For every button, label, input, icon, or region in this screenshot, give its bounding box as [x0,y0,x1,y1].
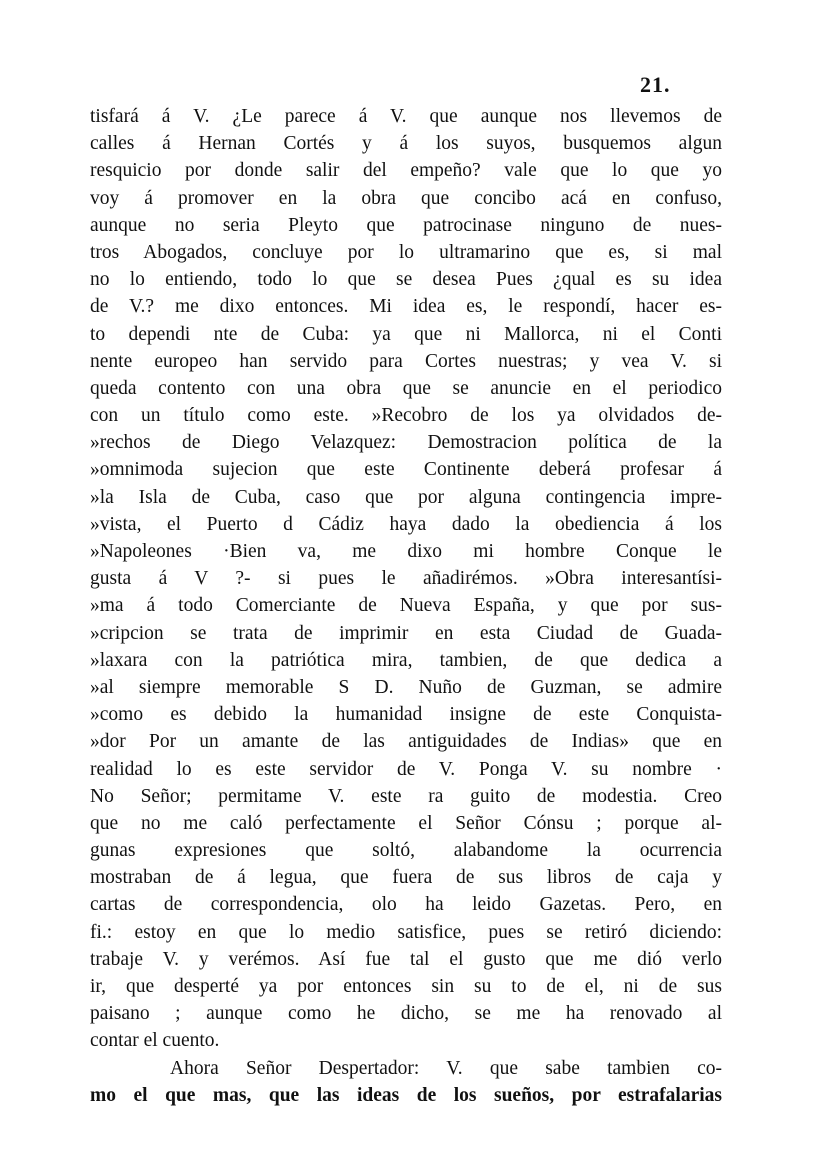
text-line: fi.: estoy en que lo medio satisfice, pues se retiró diciendo: [90,921,722,943]
text-line: con un título como este. »Recobro de los ya olvidados de- [90,405,722,427]
text-line: realidad lo es este servidor de V. Ponga V. su nombre · [90,758,722,780]
paragraph-end-line: contar el cuento. [90,1030,220,1052]
text-line: No Señor; permitame V. este ra guito de modestia. Creo [90,785,722,807]
page-number: 21. [640,72,671,97]
text-line: »dor Por un amante de las antiguidades de Indias» que en [90,731,722,753]
text-line: »rechos de Diego Velazquez: Demostracion política de la [90,432,722,454]
text-line: gusta á V ?- si pues le añadirémos. »Obra interesantísi- [90,568,722,590]
text-line: paisano ; aunque como he dicho, se me ha renovado al [90,1003,722,1025]
text-line: no lo entiendo, todo lo que se desea Pues ¿qual es su idea [90,269,722,291]
text-line: mostraban de á legua, que fuera de sus libros de caja y [90,867,722,889]
text-line: aunque no seria Pleyto que patrocinase ninguno de nues- [90,214,722,236]
text-line: »ma á todo Comerciante de Nueva España, y que por sus- [90,595,722,617]
text-line: de V.? me dixo entonces. Mi idea es, le respondí, hacer es- [90,296,722,318]
text-line: ir, que desperté ya por entonces sin su to de el, ni de sus [90,976,722,997]
text-line: mo el que mas, que las ideas de los sueños, por estrafalarias [90,1084,722,1106]
text-line: »como es debido la humanidad insigne de este Conquista- [90,704,722,726]
text-line: »al siempre memorable S D. Nuño de Guzman, se admire [90,676,722,698]
text-line: »vista, el Puerto d Cádiz haya dado la obediencia á los [90,513,722,535]
text-line: voy á promover en la obra que concibo acá en confuso, [90,187,722,209]
text-line: trabaje V. y verémos. Así fue tal el gusto que me dió verlo [90,948,722,970]
text-line: cartas de correspondencia, olo ha leido Gazetas. Pero, en [90,894,722,916]
text-line: »omnimoda sujecion que este Continente deberá profesar á [90,459,722,481]
text-line: »Napoleones ·Bien va, me dixo mi hombre Conque le [90,541,722,562]
text-line: to dependi nte de Cuba: ya que ni Mallorca, ni el Conti [90,323,722,345]
text-line: tisfará á V. ¿Le parece á V. que aunque nos llevemos de [90,106,722,127]
text-line: tros Abogados, concluye por lo ultramarino que es, si mal [90,241,722,263]
text-line: »la Isla de Cuba, caso que por alguna contingencia impre- [90,486,722,508]
text-line: »laxara con la patriótica mira, tambien, de que dedica a [90,649,722,671]
text-line: calles á Hernan Cortés y á los suyos, busquemos algun [90,133,722,155]
text-line: »cripcion se trata de imprimir en esta Ciudad de Guada- [90,622,722,644]
text-line: resquicio por donde salir del empeño? vale que lo que yo [90,160,722,182]
text-line: nente europeo han servido para Cortes nuestras; y vea V. si [90,350,722,372]
text-line: que no me caló perfectamente el Señor Cónsu ; porque al- [90,812,722,834]
text-line: gunas expresiones que soltó, alabandome la ocurrencia [90,840,722,862]
text-line: queda contento con una obra que se anuncie en el periodico [90,377,722,399]
body-text [90,103,722,1109]
paragraph-start-line: Ahora Señor Despertador: V. que sabe tambien co- [170,1057,722,1079]
